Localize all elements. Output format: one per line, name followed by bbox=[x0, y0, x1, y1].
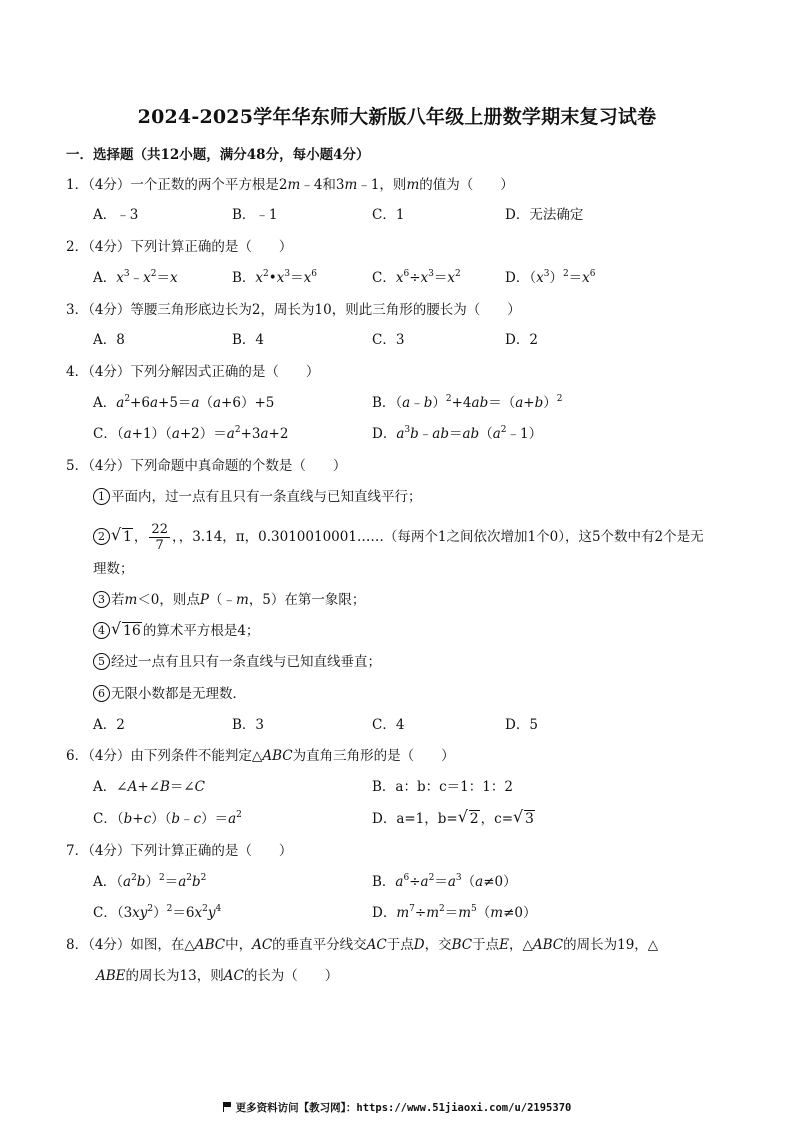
page-title: 2024-2025学年华东师大新版八年级上册数学期末复习试卷 bbox=[137, 106, 657, 128]
q5-statement-2: 2 √ 1 ， $\frac{22}{7}$ ，，3.14，π，0.3010010001……（每两个1之间依次增加1个0），这5个数中有2个是无 bbox=[93, 522, 704, 553]
question-3: 3．（4分）等腰三角形底边长为2，周长为10，则此三角形的腰长为（ ） bbox=[66, 302, 521, 318]
q1-option-b: B．﹣1 bbox=[232, 207, 278, 223]
q4-option-b: B．$(a﹣b)^2+4ab=(a+b)^2$ bbox=[372, 394, 563, 411]
q3-option-b: B．4 bbox=[232, 332, 265, 348]
q5-option-c: C．4 bbox=[372, 717, 405, 733]
q5-option-d: D．5 bbox=[505, 717, 538, 733]
sqrt-symbol: √ 2 bbox=[457, 807, 479, 827]
question-8-cont: ABE的周长为13，则AC的长为（ ） bbox=[96, 968, 339, 984]
question-7: 7．（4分）下列计算正确的是（ ） bbox=[66, 843, 293, 859]
q5-statement-4: 4 √ 16 的算术平方根是4； bbox=[93, 621, 259, 641]
question-2: 2．（4分）下列计算正确的是（ ） bbox=[66, 239, 293, 255]
q4-option-c: C．$(a+1)(a+2)=a^2+3a+2$ bbox=[93, 425, 289, 442]
circled-4-icon: 4 bbox=[93, 622, 110, 639]
q5-statement-2-cont: 理数； bbox=[93, 561, 134, 577]
q6-option-a: A．∠A+∠B＝∠C bbox=[93, 779, 206, 795]
sqrt-symbol: √ 3 bbox=[513, 807, 534, 827]
q7-option-a: A．$(a^2b)^2=a^2b^2$ bbox=[93, 873, 207, 890]
question-8: 8．（4分）如图，在△ABC中，AC的垂直平分线交AC于点D，交BC于点E，△ABC的周长为19，△ bbox=[66, 937, 659, 953]
q5-statement-1: 1 平面内，过一点有且只有一条直线与已知直线平行； bbox=[93, 487, 422, 507]
sqrt-symbol: √ 16 bbox=[111, 619, 141, 639]
q5-statement-5: 5 经过一点有且只有一条直线与已知直线垂直； bbox=[93, 652, 381, 672]
circled-6-icon: 6 bbox=[93, 685, 110, 702]
q3-option-d: D．2 bbox=[505, 332, 538, 348]
q6-option-d: D．a=1，b= √ 2 ，c= √ 3 bbox=[372, 807, 534, 827]
q1-option-a: A．﹣3 bbox=[93, 207, 139, 223]
q7-option-c: C．$(3xy^2)^2=6x^2y^4$ bbox=[93, 904, 222, 921]
section-heading: 一．选择题（共12小题，满分48分，每小题4分） bbox=[66, 147, 370, 163]
circled-3-icon: 3 bbox=[93, 591, 110, 608]
footer-link[interactable]: 更多资料访问【教习网】：https://www.51jiaoxi.com/u/2195370 bbox=[0, 1100, 794, 1115]
question-5: 5．（4分）下列命题中真命题的个数是（ ） bbox=[66, 458, 347, 474]
question-1: 1．（4分）一个正数的两个平方根是2m﹣4和3m﹣1，则m的值为（ ） bbox=[66, 177, 514, 193]
q7-option-b: B．$a^6\div a^2=a^3(a\ne 0)$ bbox=[372, 873, 517, 890]
q2-option-a: A．$x^3﹣x^2=x$ bbox=[93, 269, 178, 286]
q1-option-c: C．1 bbox=[372, 207, 405, 223]
q1-option-d: D．无法确定 bbox=[505, 207, 584, 223]
q5-statement-6: 6 无限小数都是无理数． bbox=[93, 684, 246, 704]
flag-icon bbox=[223, 1102, 232, 1111]
sqrt-symbol: √ 1 bbox=[111, 525, 132, 545]
q4-option-d: D．$a^3b﹣ab=ab(a^2﹣1)$ bbox=[372, 425, 543, 442]
q6-option-c: C．$(b+c)(b﹣c)=a^2$ bbox=[93, 810, 242, 827]
q2-option-d: D．$(x^3)^2=x^6$ bbox=[505, 269, 596, 286]
circled-2-icon: 2 bbox=[93, 528, 110, 545]
q2-option-b: B．$x^2•x^3=x^6$ bbox=[232, 269, 317, 286]
fraction-22-7: $\frac{22}{7}$ bbox=[151, 522, 168, 553]
q5-statement-3: 3 若m＜0，则点P（﹣m，5）在第一象限； bbox=[93, 590, 365, 610]
q7-option-d: D．$m^7\div m^2=m^5(m\ne 0)$ bbox=[372, 904, 537, 921]
q2-option-c: C．$x^6\div x^3=x^2$ bbox=[372, 269, 461, 286]
question-4: 4．（4分）下列分解因式正确的是（ ） bbox=[66, 364, 320, 380]
q5-option-b: B．3 bbox=[232, 717, 265, 733]
question-6: 6．（4分）由下列条件不能判定△ABC为直角三角形的是（ ） bbox=[66, 748, 455, 764]
q4-option-a: A．$a^2+6a+5=a(a+6)+5$ bbox=[93, 394, 275, 411]
q5-option-a: A．2 bbox=[93, 717, 125, 733]
circled-1-icon: 1 bbox=[93, 488, 110, 505]
q6-option-b: B．a：b：c＝1：1：2 bbox=[372, 779, 513, 795]
q3-option-c: C．3 bbox=[372, 332, 405, 348]
circled-5-icon: 5 bbox=[93, 653, 110, 670]
q3-option-a: A．8 bbox=[93, 332, 125, 348]
